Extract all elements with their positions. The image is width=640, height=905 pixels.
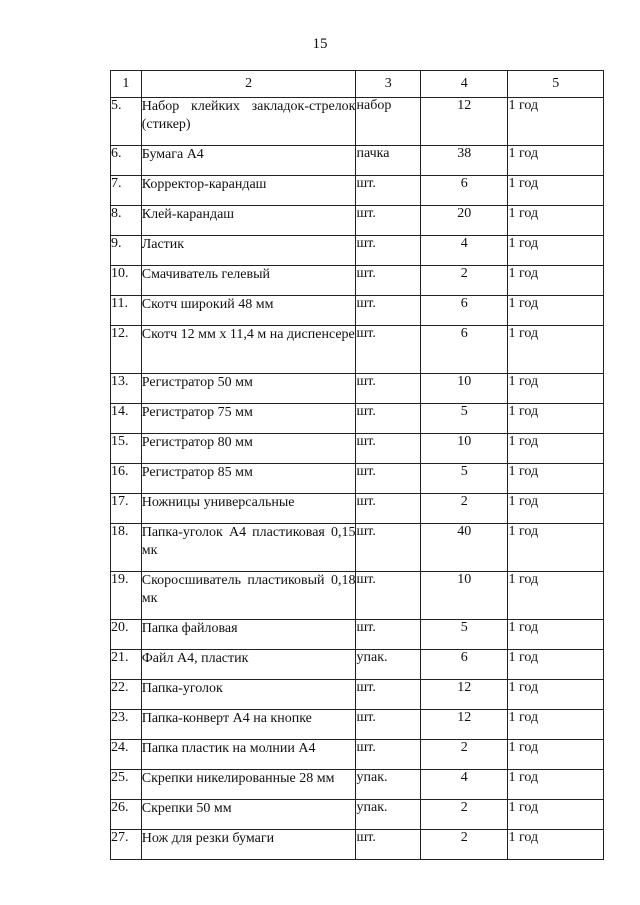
term-cell: 1 год <box>508 296 604 326</box>
column-header-3: 3 <box>356 71 420 98</box>
row-number-cell: 19. <box>111 572 142 620</box>
row-number-cell: 26. <box>111 800 142 830</box>
term-cell: 1 год <box>508 524 604 572</box>
row-number-cell: 13. <box>111 374 142 404</box>
unit-cell: шт. <box>356 404 420 434</box>
table-row <box>111 326 604 374</box>
unit-cell: шт. <box>356 464 420 494</box>
unit-cell: шт. <box>356 620 420 650</box>
item-name-cell: Файл А4, пластик <box>141 650 356 680</box>
row-number-cell: 12. <box>111 326 142 374</box>
quantity-cell: 2 <box>420 830 508 860</box>
table-row <box>111 434 604 464</box>
term-cell: 1 год <box>508 494 604 524</box>
quantity-cell: 6 <box>420 650 508 680</box>
table-row <box>111 494 604 524</box>
term-cell: 1 год <box>508 800 604 830</box>
row-number-cell: 14. <box>111 404 142 434</box>
quantity-cell: 20 <box>420 206 508 236</box>
term-cell: 1 год <box>508 620 604 650</box>
row-number-cell: 15. <box>111 434 142 464</box>
table-row <box>111 296 604 326</box>
quantity-cell: 5 <box>420 464 508 494</box>
row-number-cell: 27. <box>111 830 142 860</box>
unit-cell: шт. <box>356 374 420 404</box>
column-header-2: 2 <box>141 71 356 98</box>
row-number-cell: 21. <box>111 650 142 680</box>
item-name-cell: Клей-карандаш <box>141 206 356 236</box>
term-cell: 1 год <box>508 98 604 146</box>
quantity-cell: 10 <box>420 572 508 620</box>
quantity-cell: 10 <box>420 434 508 464</box>
row-number-cell: 9. <box>111 236 142 266</box>
column-header-1: 1 <box>111 71 142 98</box>
table-row <box>111 236 604 266</box>
quantity-cell: 2 <box>420 494 508 524</box>
term-cell: 1 год <box>508 176 604 206</box>
table-row <box>111 620 604 650</box>
row-number-cell: 11. <box>111 296 142 326</box>
item-name-cell: Регистратор 80 мм <box>141 434 356 464</box>
row-number-cell: 20. <box>111 620 142 650</box>
quantity-cell: 2 <box>420 740 508 770</box>
item-name-cell: Скотч широкий 48 мм <box>141 296 356 326</box>
term-cell: 1 год <box>508 740 604 770</box>
unit-cell: шт. <box>356 206 420 236</box>
table-row <box>111 800 604 830</box>
item-name-cell: Ластик <box>141 236 356 266</box>
item-name-cell: Ножницы универсальные <box>141 494 356 524</box>
row-number-cell: 10. <box>111 266 142 296</box>
term-cell: 1 год <box>508 326 604 374</box>
quantity-cell: 12 <box>420 98 508 146</box>
unit-cell: шт. <box>356 434 420 464</box>
term-cell: 1 год <box>508 236 604 266</box>
row-number-cell: 8. <box>111 206 142 236</box>
term-cell: 1 год <box>508 206 604 236</box>
row-number-cell: 7. <box>111 176 142 206</box>
unit-cell: упак. <box>356 800 420 830</box>
item-name-cell: Нож для резки бумаги <box>141 830 356 860</box>
term-cell: 1 год <box>508 710 604 740</box>
item-name-cell: Папка-конверт А4 на кнопке <box>141 710 356 740</box>
item-name-cell: Скотч 12 мм х 11,4 м на диспенсере <box>141 326 356 374</box>
term-cell: 1 год <box>508 830 604 860</box>
table-row <box>111 404 604 434</box>
row-number-cell: 25. <box>111 770 142 800</box>
page-number: 15 <box>312 36 328 52</box>
quantity-cell: 2 <box>420 800 508 830</box>
unit-cell: шт. <box>356 326 420 374</box>
row-number-cell: 17. <box>111 494 142 524</box>
unit-cell: шт. <box>356 494 420 524</box>
table-row <box>111 830 604 860</box>
quantity-cell: 40 <box>420 524 508 572</box>
item-name-cell: Регистратор 75 мм <box>141 404 356 434</box>
quantity-cell: 12 <box>420 710 508 740</box>
table-row <box>111 740 604 770</box>
term-cell: 1 год <box>508 374 604 404</box>
unit-cell: упак. <box>356 650 420 680</box>
quantity-cell: 6 <box>420 326 508 374</box>
item-name-cell: Скоросшиватель пластиковый 0,18 мк <box>141 572 356 620</box>
item-name-cell: Смачиватель гелевый <box>141 266 356 296</box>
table-row <box>111 146 604 176</box>
column-header-5: 5 <box>508 71 604 98</box>
quantity-cell: 2 <box>420 266 508 296</box>
table-body <box>111 98 604 860</box>
table-row <box>111 374 604 404</box>
item-name-cell: Набор клейких закладок-стрелок (стикер) <box>141 98 356 146</box>
row-number-cell: 6. <box>111 146 142 176</box>
item-name-cell: Скрепки никелированные 28 мм <box>141 770 356 800</box>
quantity-cell: 10 <box>420 374 508 404</box>
item-name-cell: Папка-уголок <box>141 680 356 710</box>
row-number-cell: 18. <box>111 524 142 572</box>
table-row <box>111 680 604 710</box>
table-row <box>111 266 604 296</box>
unit-cell: шт. <box>356 296 420 326</box>
item-name-cell: Скрепки 50 мм <box>141 800 356 830</box>
table-row <box>111 176 604 206</box>
table-row <box>111 464 604 494</box>
row-number-cell: 23. <box>111 710 142 740</box>
quantity-cell: 4 <box>420 770 508 800</box>
quantity-cell: 5 <box>420 620 508 650</box>
item-name-cell: Бумага А4 <box>141 146 356 176</box>
table-row <box>111 650 604 680</box>
row-number-cell: 24. <box>111 740 142 770</box>
item-name-cell: Папка пластик на молнии А4 <box>141 740 356 770</box>
table-header-row <box>111 71 604 98</box>
unit-cell: пачка <box>356 146 420 176</box>
term-cell: 1 год <box>508 680 604 710</box>
term-cell: 1 год <box>508 404 604 434</box>
term-cell: 1 год <box>508 434 604 464</box>
supplies-table <box>110 70 604 860</box>
item-name-cell: Корректор-карандаш <box>141 176 356 206</box>
item-name-cell: Папка файловая <box>141 620 356 650</box>
quantity-cell: 6 <box>420 176 508 206</box>
unit-cell: шт. <box>356 524 420 572</box>
quantity-cell: 5 <box>420 404 508 434</box>
item-name-cell: Регистратор 50 мм <box>141 374 356 404</box>
row-number-cell: 5. <box>111 98 142 146</box>
term-cell: 1 год <box>508 266 604 296</box>
unit-cell: шт. <box>356 236 420 266</box>
term-cell: 1 год <box>508 146 604 176</box>
unit-cell: шт. <box>356 266 420 296</box>
quantity-cell: 38 <box>420 146 508 176</box>
unit-cell: шт. <box>356 572 420 620</box>
column-header-4: 4 <box>420 71 508 98</box>
quantity-cell: 12 <box>420 680 508 710</box>
unit-cell: шт. <box>356 680 420 710</box>
term-cell: 1 год <box>508 770 604 800</box>
item-name-cell: Папка-уголок А4 пластиковая 0,15 мк <box>141 524 356 572</box>
term-cell: 1 год <box>508 572 604 620</box>
term-cell: 1 год <box>508 650 604 680</box>
quantity-cell: 4 <box>420 236 508 266</box>
unit-cell: набор <box>356 98 420 146</box>
table-row <box>111 98 604 146</box>
unit-cell: упак. <box>356 770 420 800</box>
item-name-cell: Регистратор 85 мм <box>141 464 356 494</box>
row-number-cell: 22. <box>111 680 142 710</box>
table-row <box>111 710 604 740</box>
quantity-cell: 6 <box>420 296 508 326</box>
unit-cell: шт. <box>356 710 420 740</box>
unit-cell: шт. <box>356 176 420 206</box>
table-row <box>111 206 604 236</box>
row-number-cell: 16. <box>111 464 142 494</box>
term-cell: 1 год <box>508 464 604 494</box>
table-row <box>111 572 604 620</box>
table-row <box>111 770 604 800</box>
unit-cell: шт. <box>356 830 420 860</box>
table-row <box>111 524 604 572</box>
unit-cell: шт. <box>356 740 420 770</box>
